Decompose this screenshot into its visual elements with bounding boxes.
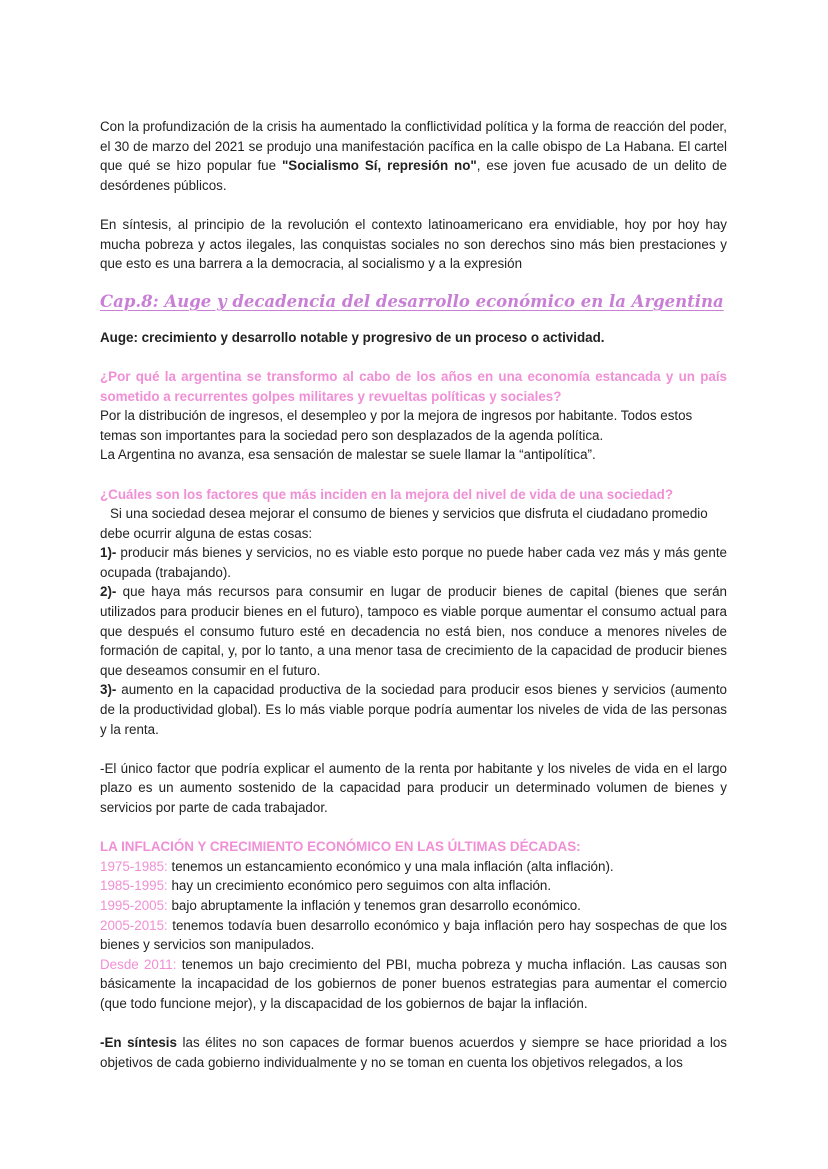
period-label: 1985-1995: — [100, 878, 168, 894]
intro-text-a: Con la profundización de la crisis ha aumentado la conflictividad política y la forma de reacción del poder, el 30 de marzo del 2021 se produjo una manifestación pacífica en la calle obispo de La Habana. El cartel que qué se hizo popular fue — [100, 119, 727, 174]
intro-slogan: "Socialismo Sí, represión no" — [281, 158, 477, 174]
intro-text-b: , ese joven fue acusado de un delito de desórdenes públicos. — [100, 158, 727, 193]
synthesis-text: las élites no son capaces de formar buenos acuerdos y siempre se hace prioridad a los objetivos de cada gobierno individualmente y no se toman en cuenta los objetivos relegados, a los — [100, 1035, 727, 1070]
period-text: bajo abruptamente la inflación y tenemos gran desarrollo económico. — [167, 897, 581, 913]
list-item-text: producir más bienes y servicios, no es viable esto porque no puede haber cada vez más y más gente ocupada (trabajando). — [100, 545, 727, 580]
period-text: tenemos todavía buen desarrollo económico y baja inflación pero hay sospechas de que los bienes y servicios son manipulados. — [100, 917, 727, 953]
question-2: ¿Cuáles son los factores que más inciden en la mejora del nivel de vida de una sociedad? — [100, 486, 673, 502]
list-item-number: 2)- — [100, 584, 117, 600]
list-item-number: 3)- — [100, 682, 117, 698]
answer-1-line-1: Por la distribución de ingresos, el desempleo y por la mejora de ingresos por habitante. Todos estos temas son importantes para la sociedad pero son desplazados de la agenda política. — [100, 408, 693, 443]
period-label: 2005-2015: — [100, 917, 168, 933]
list-item — [100, 582, 727, 680]
intro-paragraph-1 — [100, 117, 727, 195]
list-item — [100, 680, 727, 739]
period-text: hay un crecimiento económico pero seguimos con alta inflación. — [167, 878, 552, 894]
period-text: tenemos un estancamiento económico y una mala inflación (alta inflación). — [167, 858, 614, 874]
period-row — [100, 916, 727, 955]
answer-2-intro: Si una sociedad desea mejorar el consumo de bienes y servicios que disfruta el ciudadano promedio debe ocurrir alguna de estas cosas: — [100, 506, 708, 541]
period-text: tenemos un bajo crecimiento del PBI, mucha pobreza y mucha inflación. Las causas son básicamente la incapacidad de los gobiernos de poner buenos estrategias para aumentar el comercio (que todo funcione mejor), y la discapacidad de los gobiernos de bajar la inflación. — [100, 956, 727, 1011]
document-page — [100, 117, 727, 1072]
period-row — [100, 857, 727, 877]
definition-text: Auge: crecimiento y desarrollo notable y progresivo de un proceso o actividad. — [100, 329, 605, 345]
list-item-text: aumento en la capacidad productiva de la sociedad para producir esos bienes y servicios (aumento de la productividad global). Es lo más viable porque podría aumentar los niveles de vida de las personas y la renta. — [100, 682, 727, 737]
list-item-text: que haya más recursos para consumir en lugar de producir bienes de capital (bienes que serán utilizados para producir bienes en el futuro), tampoco es viable porque aumentar el consumo actual para que después el consumo futuro esté en decadencia no está bien, nos conduce a menores niveles de formación de capital, y, por lo tanto, a una menor tasa de crecimiento de la capacidad de producir bienes que deseamos consumir en el futuro. — [100, 584, 727, 678]
question-1: ¿Por qué la argentina se transformo al cabo de los años en una economía estancada y un país sometido a recurrentes golpes militares y revueltas políticas y sociales? — [100, 368, 727, 404]
period-label: 1995-2005: — [100, 897, 168, 913]
period-row — [100, 896, 727, 916]
inflation-heading: LA INFLACIÓN Y CRECIMIENTO ECONÓMICO EN LAS ÚLTIMAS DÉCADAS: — [100, 839, 581, 855]
synthesis-lead: -En síntesis — [100, 1035, 177, 1051]
answer-1-line-2: La Argentina no avanza, esa sensación de malestar se suele llamar la “antipolítica”. — [100, 447, 596, 463]
list-item-number: 1)- — [100, 545, 117, 561]
period-label: 1975-1985: — [100, 858, 168, 874]
period-row — [100, 876, 727, 896]
period-label: Desde 2011: — [100, 956, 177, 972]
chapter-title: Cap.8: Auge y decadencia del desarrollo económico en la Argentina — [100, 291, 724, 311]
intro-paragraph-2: En síntesis, al principio de la revolución el contexto latinoamericano era envidiable, hoy por hoy hay mucha pobreza y actos ilegales, las conquistas sociales no son derechos sino más bien prestaciones y que esto es una barrera a la democracia, al socialismo y a la expresión — [100, 216, 727, 272]
factor-paragraph: -El único factor que podría explicar el aumento de la renta por habitante y los niveles de vida en el largo plazo es un aumento sostenido de la capacidad para producir un determinado volumen de bienes y servicios por parte de cada trabajador. — [100, 760, 727, 815]
synthesis-paragraph — [100, 1033, 727, 1072]
list-item — [100, 543, 727, 582]
period-row — [100, 955, 727, 1014]
